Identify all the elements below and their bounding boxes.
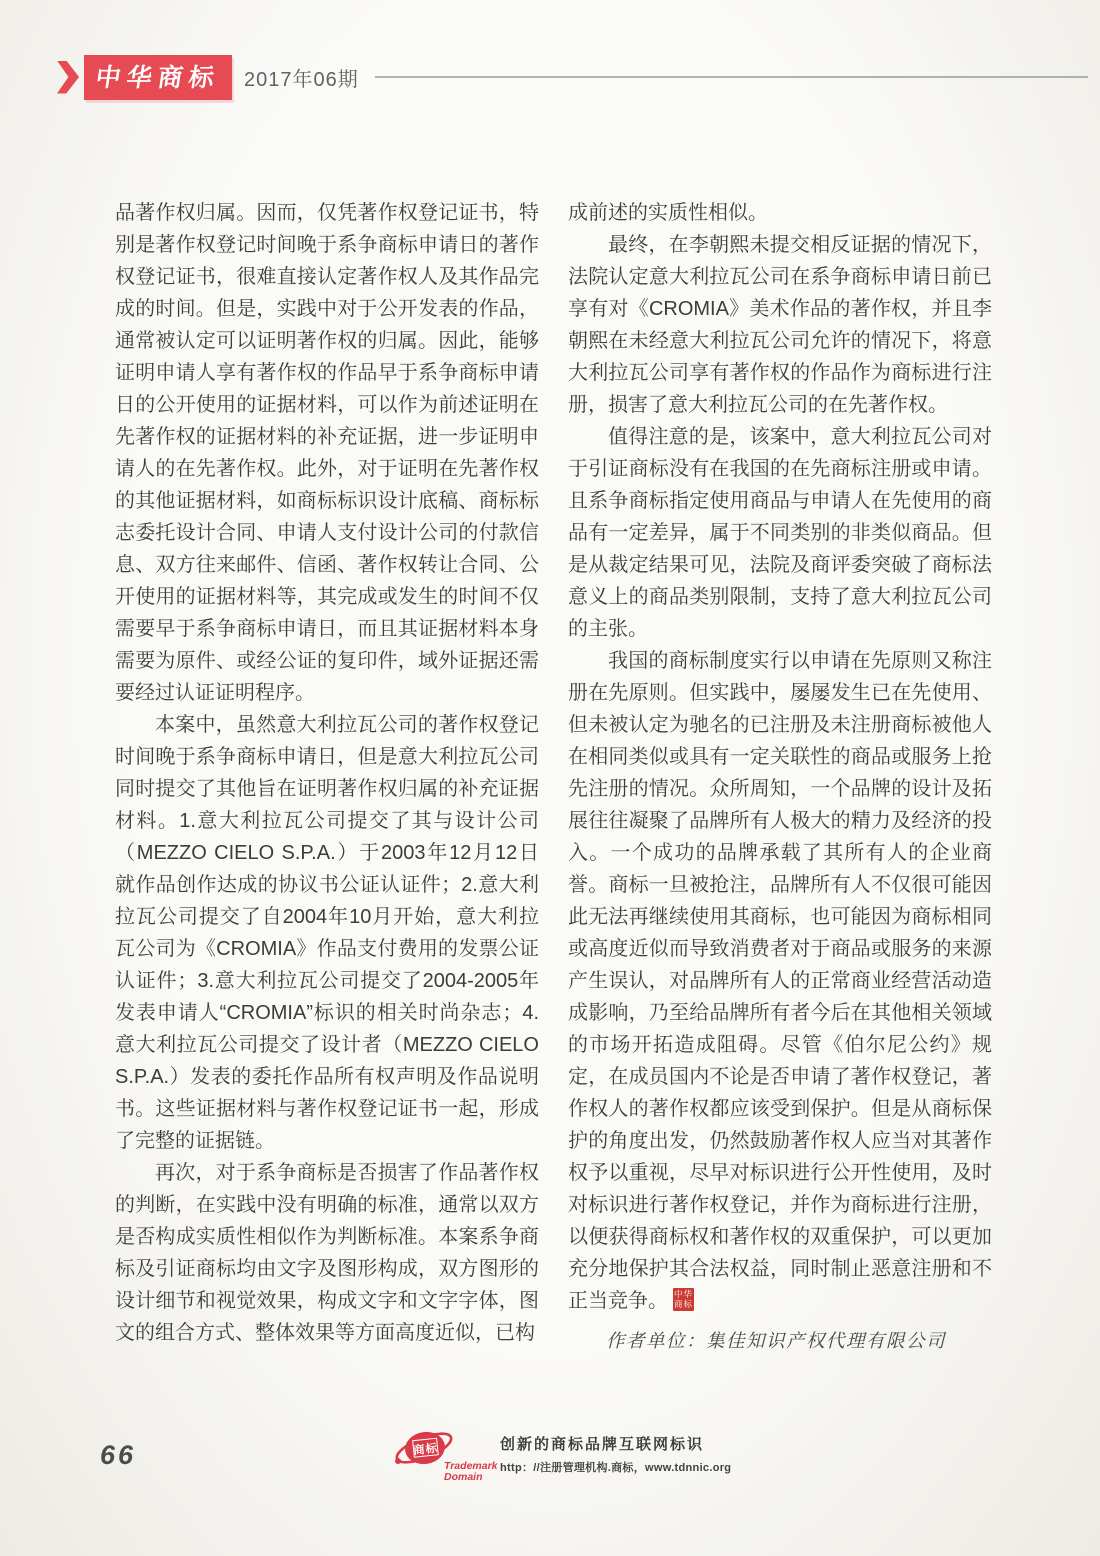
paragraph-text: 我国的商标制度实行以申请在先原则又称注册在先原则。但实践中，屡屡发生已在先使用、但未被认定为驰名的已注册及未注册商标被他人在相同类似或具有一定关联性的商品或服务上抢先注册的情况。众所周知，一个品牌的设计及拓展往往凝聚了品牌所有人极大的精力及经济的投入。一个成功的品牌承载了其所有人的企业商誉。商标一旦被抢注，品牌所有人不仅很可能因此无法再继续使用其商标，也可能因为商标相同或高度近似而导致消费者对于商品或服务的来源产生误认，对品牌所有人的正常商业经营活动造成影响，乃至给品牌所有者今后在其他相关领域的市场开拓造成阻碍。尽管《伯尔尼公约》规定，在成员国内不论是否申请了著作权登记，著作权人的著作权都应该受到保护。但是从商标保护的角度出发，仍然鼓励著作权人应当对其著作权予以重视，尽早对标识进行公开性使用，及时对标识进行著作权登记，并作为商标进行注册，以便获得商标权和著作权的双重保护，可以更加充分地保护其合法权益，同时制止恶意注册和不正当竞争。 [568, 650, 992, 1312]
left-column [115, 197, 539, 1358]
paragraph: 成前述的实质性相似。 [568, 202, 768, 224]
header-rule [375, 76, 1088, 78]
brand-banner [84, 55, 232, 100]
paragraph: 本案中，虽然意大利拉瓦公司的著作权登记时间晚于系争商标申请日，但是意大利拉瓦公司同时提交了其他旨在证明著作权归属的补充证据材料。1.意大利拉瓦公司提交了其与设计公司（MEZZO CIELO S.P.A.）于2003年12月12日就作品创作达成的协议书公证认证件；2.意大利拉瓦公司提交了自2004年10月开始，意大利拉瓦公司为《CROMIA》作品支付费用的发票公证认证件；3.意大利拉瓦公司提交了2004-2005年发表申请人“CROMIA”标识的相关时尚杂志；4.意大利拉瓦公司提交了设计者（MEZZO CIELO S.P.A.）发表的委托作品所有权声明及作品说明书。这些证据材料与著作权登记证书一起，形成了完整的证据链。 [115, 714, 539, 1152]
footer-url: http：//注册管理机构.商标，www.tdnnic.org [500, 1462, 732, 1474]
footer-slogan: 创新的商标品牌互联网标识 [500, 1436, 705, 1453]
ribbon-chevron-icon [57, 61, 79, 94]
paragraph: 值得注意的是，该案中，意大利拉瓦公司对于引证商标没有在我国的在先商标注册或申请。且系争商标指定使用商品与申请人在先使用的商品有一定差异，属于不同类别的非类似商品。但是从裁定结果可见，法院及商评委突破了商标法意义上的商品类别限制，支持了意大利拉瓦公司的主张。 [568, 426, 992, 640]
right-column [568, 197, 992, 1358]
footer-brand [394, 1424, 731, 1484]
logo-cn-label: 商标 [412, 1442, 439, 1458]
author-affiliation: 作者单位：集佳知识产权代理有限公司 [606, 1331, 947, 1352]
issue-label: 2017年06期 [244, 68, 359, 91]
page-number: 66 [100, 1440, 137, 1470]
paragraph: 最终，在李朝熙未提交相反证据的情况下，法院认定意大利拉瓦公司在系争商标申请日前已享有对《CROMIA》美术作品的著作权，并且李朝熙在未经意大利拉瓦公司允许的情况下，将意大利拉瓦公司享有著作权的作品作为商标进行注册，损害了意大利拉瓦公司的在先著作权。 [568, 234, 992, 416]
paragraph: 再次，对于系争商标是否损害了作品著作权的判断，在实践中没有明确的标准，通常以双方是否构成实质性相似作为判断标准。本案系争商标及引证商标均由文字及图形构成，双方图形的设计细节和视觉效果，构成文字和文字字体，图文的组合方式、整体效果等方面高度近似，已构 [115, 1162, 539, 1344]
paragraph [568, 645, 992, 1317]
article-body [115, 197, 992, 1358]
page-header [57, 57, 1088, 97]
brand-title: 中华商标 [93, 62, 222, 92]
footer-slogan-block [500, 1424, 731, 1475]
magazine-seal-icon: 中华商标 [673, 1289, 693, 1309]
logo-en-line1: Trademark [444, 1460, 498, 1472]
logo-en-line2: Domain [444, 1471, 483, 1483]
trademark-domain-logo-icon [394, 1424, 498, 1484]
paragraph: 品著作权归属。因而，仅凭著作权登记证书，特别是著作权登记时间晚于系争商标申请日的著作权登记证书，很难直接认定著作权人及其作品完成的时间。但是，实践中对于公开发表的作品，通常被认定可以证明著作权的归属。因此，能够证明申请人享有著作权的作品早于系争商标申请日的公开使用的证据材料，可以作为前述证明在先著作权的证据材料的补充证据，进一步证明申请人的在先著作权。此外，对于证明在先著作权的其他证据材料，如商标标识设计底稿、商标标志委托设计合同、申请人支付设计公司的付款信息、双方往来邮件、信函、著作权转让合同、公开使用的证据材料等，其完成或发生的时间不仅需要早于系争商标申请日，而且其证据材料本身需要为原件、或经公证的复印件，域外证据还需要经过认证证明程序。 [115, 202, 539, 704]
